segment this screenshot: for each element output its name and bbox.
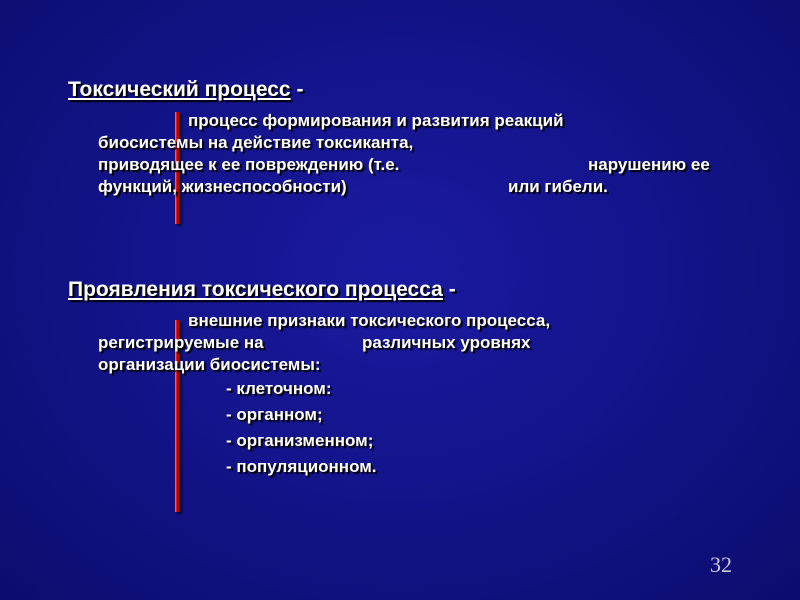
section1-line-4: функций, жизнеспособности) [98, 177, 347, 196]
page-number: 32 [710, 552, 732, 577]
section2-line-3: организации биосистемы: [98, 355, 321, 374]
section1-dash: - [290, 78, 304, 101]
level-item-cellular: - клеточном: [226, 379, 332, 398]
section2-line-2: регистрируемые на [98, 333, 264, 352]
section1-line-4b: или гибели. [508, 177, 608, 196]
level-item-organ: - органном; [226, 405, 323, 424]
level-item-population: - популяционном. [226, 457, 377, 476]
section2-term: Проявления токсического процесса [68, 278, 443, 301]
section1-term: Токсический процесс [68, 78, 291, 101]
section2-line-2b: различных уровнях [362, 333, 531, 352]
section1-line-3b: нарушению ее [588, 155, 710, 174]
section2-line-1: внешние признаки токсического процесса, [188, 311, 551, 330]
level-item-organism: - организменном; [226, 431, 374, 450]
section1-line-2: биосистемы на действие токсиканта, [98, 133, 414, 152]
section1-line-1: процесс формирования и развития реакций [188, 111, 564, 130]
section1-heading [68, 78, 303, 102]
section2-heading [68, 278, 456, 302]
section1-line-3: приводящее к ее повреждению (т.е. [98, 155, 400, 174]
section2-dash: - [442, 278, 456, 301]
